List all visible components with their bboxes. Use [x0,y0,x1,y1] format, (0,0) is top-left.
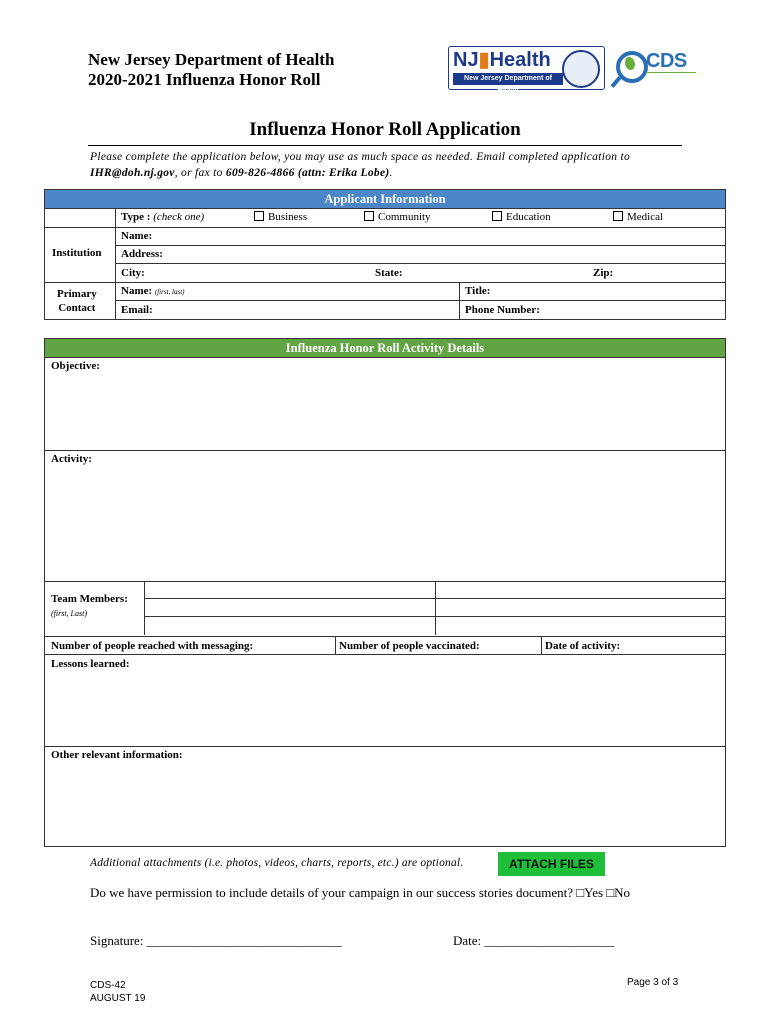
activity-details-table [44,338,726,847]
permission-question[interactable]: Do we have permission to include details of your campaign in our success stories document? □Yes □No [90,885,631,900]
nj-logo-health: Health [489,49,551,71]
education-checkbox[interactable] [492,211,502,221]
email-link[interactable]: IHR@doh.nj.gov [90,167,175,179]
community-checkbox[interactable] [364,211,374,221]
institution-name-field[interactable]: Name: [121,230,153,242]
title-divider [88,145,682,146]
applicant-info-header: Applicant Information [45,190,725,208]
zip-field[interactable]: Zip: [593,267,614,279]
team-member-field[interactable] [436,617,725,635]
state-seal-icon [562,50,600,88]
logos [448,46,698,94]
team-members-label: Team Members: [51,593,128,605]
business-checkbox[interactable] [254,211,264,221]
page-title: Influenza Honor Roll Application [249,119,521,140]
option-community[interactable]: Community [364,211,431,223]
address-field[interactable]: Address: [121,248,163,260]
activity-date-field[interactable]: Date of activity: [545,640,621,652]
contact-phone-field[interactable]: Phone Number: [465,304,540,316]
team-member-field[interactable] [145,617,435,635]
people-reached-field[interactable]: Number of people reached with messaging: [51,640,254,652]
honor-roll-year: 2020-2021 Influenza Honor Roll [88,70,321,89]
nj-state-shape-icon: ▮ [478,49,490,71]
team-member-field[interactable] [145,599,435,616]
cds-logo-text: CDS [646,50,687,72]
medical-checkbox[interactable] [613,211,623,221]
team-members-hint: (first, Last) [51,609,88,618]
document-header [88,50,334,90]
state-field[interactable]: State: [375,267,403,279]
team-member-field[interactable] [436,582,725,598]
primary-contact-label: Primary Contact [57,288,97,314]
lessons-learned-field[interactable]: Lessons learned: [51,658,130,670]
option-business[interactable]: Business [254,211,307,223]
team-member-field[interactable] [436,599,725,616]
contact-title-field[interactable]: Title: [465,285,491,297]
form-id: CDS-42 AUGUST 19 [90,980,146,1004]
people-vaccinated-field[interactable]: Number of people vaccinated: [339,640,480,652]
contact-name-field[interactable]: Name: (first, last) [121,285,185,297]
page-number: Page 3 of 3 [627,977,679,988]
option-education[interactable]: Education [492,211,551,223]
institution-label: Institution [52,247,102,259]
instructions: Please complete the application below, you may use as much space as needed. Email completed application to IHR@doh.nj.gov, or fax to 609-826-4866 (attn: Erika Lobe). [90,151,631,179]
date-line[interactable]: Date: ____________________ [453,933,615,948]
type-label: Type : (check one) [121,211,205,223]
option-medical[interactable]: Medical [613,211,663,223]
nj-state-icon [625,57,635,70]
applicant-info-table [44,189,726,320]
activity-field[interactable]: Activity: [51,453,92,465]
attach-files-button[interactable]: ATTACH FILES [498,852,605,876]
contact-email-field[interactable]: Email: [121,304,153,316]
team-member-field[interactable] [145,582,435,598]
nj-health-logo [448,46,605,94]
objective-field[interactable]: Objective: [51,360,100,372]
fax-number: 609-826-4866 (attn: Erika Lobe) [225,167,390,179]
cds-logo [616,48,698,88]
other-info-field[interactable]: Other relevant information: [51,749,183,761]
nj-logo-subtitle: New Jersey Department of Health [453,73,563,85]
city-field[interactable]: City: [121,267,145,279]
nj-logo-nj: NJ [453,49,479,71]
activity-details-header: Influenza Honor Roll Activity Details [45,339,725,357]
department-name: New Jersey Department of Health [88,50,335,69]
signature-line[interactable]: Signature: ______________________________ [90,933,342,948]
attachments-note: Additional attachments (i.e. photos, videos, charts, reports, etc.) are optional. [90,857,464,869]
